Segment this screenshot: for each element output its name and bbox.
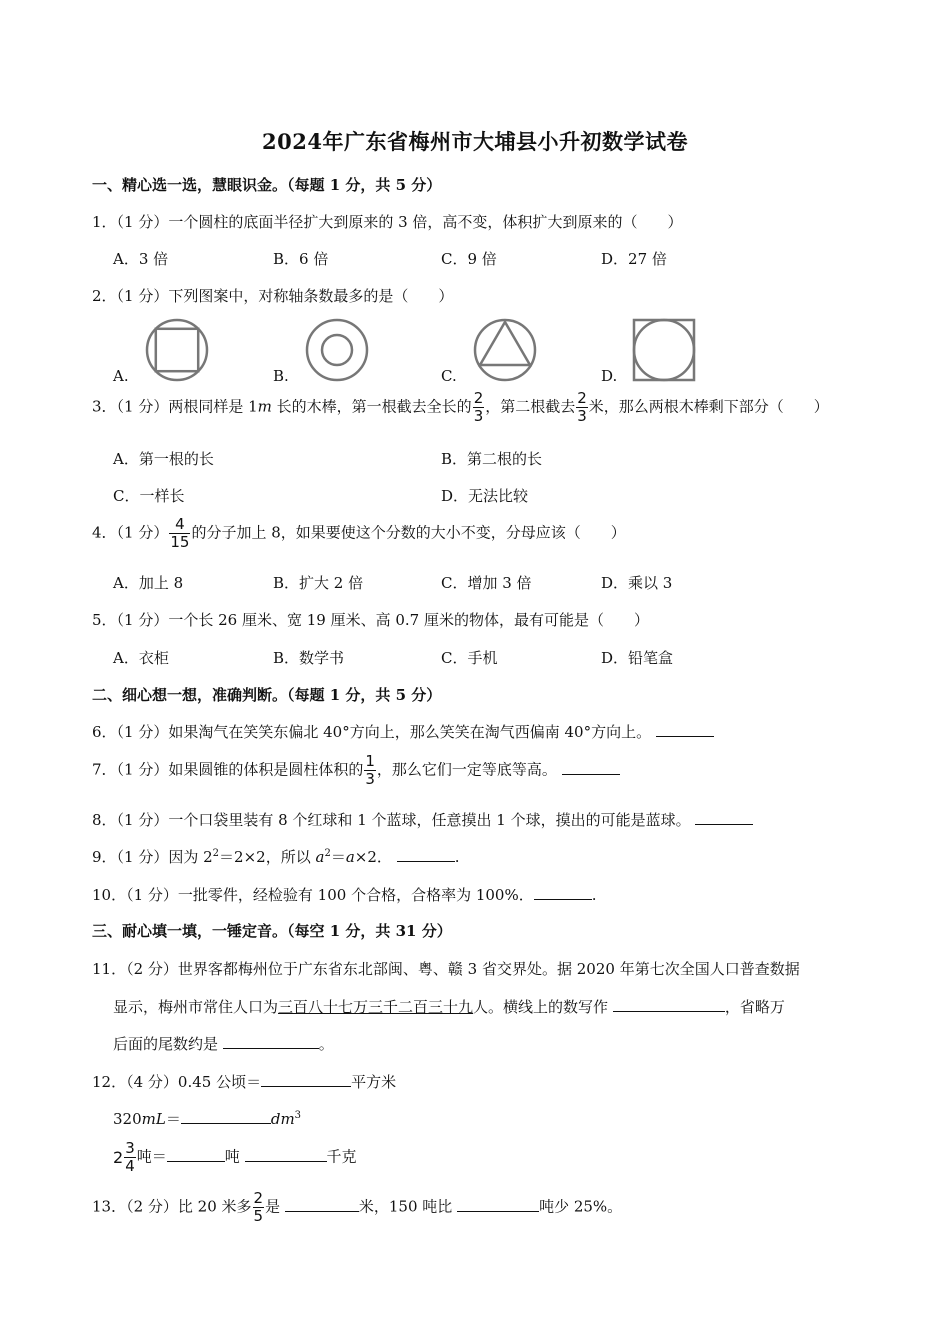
figure-circle-with-triangle <box>470 318 540 382</box>
answer-blank[interactable] <box>261 1072 351 1087</box>
question-12-line-3: 2 $\frac{3}{4}$ 吨＝ 吨 千克 <box>113 1139 357 1175</box>
answer-blank[interactable] <box>562 760 620 775</box>
question-11-line-2: 显示，梅州市常住人口为三百八十七万三千二百三十九人。横线上的数写作 ，省略万 <box>113 998 785 1016</box>
q3-option-c: C．一样长 <box>113 487 185 505</box>
q2-option-b: B. <box>273 367 289 385</box>
section-1-heading: 一、精心选一选，慧眼识金。（每题 1 分，共 5 分） <box>92 176 442 194</box>
question-1-stem: 1．（1 分）一个圆柱的底面半径扩大到原来的 3 倍，高不变，体积扩大到原来的（ ） <box>92 213 683 231</box>
answer-blank[interactable] <box>397 847 455 862</box>
q5-option-d: D．铅笔盒 <box>601 649 674 667</box>
q3-option-a: A．第一根的长 <box>113 450 214 468</box>
q3-option-d: D．无法比较 <box>441 487 529 505</box>
question-12-line-1: 12．（4 分）0.45 公顷＝ 平方米 <box>92 1073 397 1091</box>
question-3-stem: 3．（1 分）两根同样是 1m 长的木棒，第一根截去全长的 $\frac{2}{3}$ ，第二根截去 $\frac{2}{3}$ 米，那么两根木棒剩下部分（ ） <box>92 389 829 425</box>
q2-option-a: A. <box>113 367 129 385</box>
q1-option-a: A．3 倍 <box>113 250 169 268</box>
figure-concentric-circles <box>302 318 372 382</box>
question-7-stem: 7．（1 分）如果圆锥的体积是圆柱体积的 $\frac{1}{3}$ ，那么它们一定等底等高。 <box>92 753 620 788</box>
answer-blank[interactable] <box>656 722 714 737</box>
question-6-stem: 6．（1 分）如果淘气在笑笑东偏北 40°方向上，那么笑笑在淘气西偏南 40°方向上。 <box>92 721 714 742</box>
q1-option-d: D．27 倍 <box>601 250 667 268</box>
q4-option-b: B．扩大 2 倍 <box>273 574 364 592</box>
answer-blank[interactable] <box>167 1147 225 1162</box>
fraction-2-3: $\frac{2}{3}$ <box>577 389 587 425</box>
page-title: 2024年广东省梅州市大埔县小升初数学试卷 <box>262 129 688 154</box>
section-3-heading: 三、耐心填一填，一锤定音。（每空 1 分，共 31 分） <box>92 922 452 940</box>
q5-option-c: C．手机 <box>441 649 498 667</box>
q2-option-d: D. <box>601 367 618 385</box>
q2-option-c: C. <box>441 367 457 385</box>
question-12-line-2: $320mL= dm^3$ <box>113 1110 302 1128</box>
question-9-stem: 9．（1 分）因为 $2^2=2\times 2$，所以 $a^2=a\times 2$． . <box>92 848 460 866</box>
fraction-3-4: $\frac{3}{4}$ <box>125 1139 135 1175</box>
fraction-4-15: $\frac{4}{15}$ <box>170 515 190 551</box>
question-5-stem: 5．（1 分）一个长 26 厘米、宽 19 厘米、高 0.7 厘米的物体，最有可能是（ ） <box>92 611 649 629</box>
figure-square-with-circle <box>630 318 700 382</box>
q4-option-c: C．增加 3 倍 <box>441 574 532 592</box>
answer-blank[interactable] <box>534 885 592 900</box>
answer-blank[interactable] <box>285 1197 359 1212</box>
answer-blank[interactable] <box>613 997 725 1012</box>
answer-blank[interactable] <box>245 1147 327 1162</box>
answer-blank[interactable] <box>695 810 753 825</box>
fraction-2-5: $\frac{2}{5}$ <box>253 1189 264 1225</box>
figure-circle-with-square <box>142 318 212 382</box>
answer-blank[interactable] <box>181 1109 271 1124</box>
q4-option-a: A．加上 8 <box>113 574 184 592</box>
q1-option-b: B．6 倍 <box>273 250 329 268</box>
question-4-stem: 4．（1 分） $\frac{4}{15}$ 的分子加上 8，如果要使这个分数的大小不变，分母应该（ ） <box>92 515 626 551</box>
q3-option-b: B．第二根的长 <box>441 450 543 468</box>
question-10-stem: 10．（1 分）一批零件，经检验有 100 个合格，合格率为 100%． . <box>92 886 597 904</box>
q5-option-a: A．衣柜 <box>113 649 169 667</box>
question-2-stem: 2．（1 分）下列图案中，对称轴条数最多的是（ ） <box>92 287 454 305</box>
question-11-line-3: 后面的尾数约是 。 <box>113 1035 334 1053</box>
q1-option-c: C．9 倍 <box>441 250 497 268</box>
section-2-heading: 二、细心想一想，准确判断。（每题 1 分，共 5 分） <box>92 686 442 704</box>
question-11-line-1: 11．（2 分）世界客都梅州位于广东省东北部闽、粤、赣 3 省交界处。据 2020 年第七次全国人口普查数据 <box>92 960 800 978</box>
fraction-2-3: $\frac{2}{3}$ <box>473 389 484 425</box>
q5-option-b: B．数学书 <box>273 649 345 667</box>
answer-blank[interactable] <box>223 1034 319 1049</box>
q4-option-d: D．乘以 3 <box>601 574 673 592</box>
fraction-1-3: $\frac{1}{3}$ <box>365 752 375 788</box>
question-13-stem: 13．（2 分）比 20 米多 $\frac{2}{5}$ 是 米，150 吨比 吨少 25%。 <box>92 1189 623 1225</box>
answer-blank[interactable] <box>457 1197 539 1212</box>
question-8-stem: 8．（1 分）一个口袋里装有 8 个红球和 1 个蓝球，任意摸出 1 个球，摸出的可能是蓝球。 <box>92 809 753 830</box>
